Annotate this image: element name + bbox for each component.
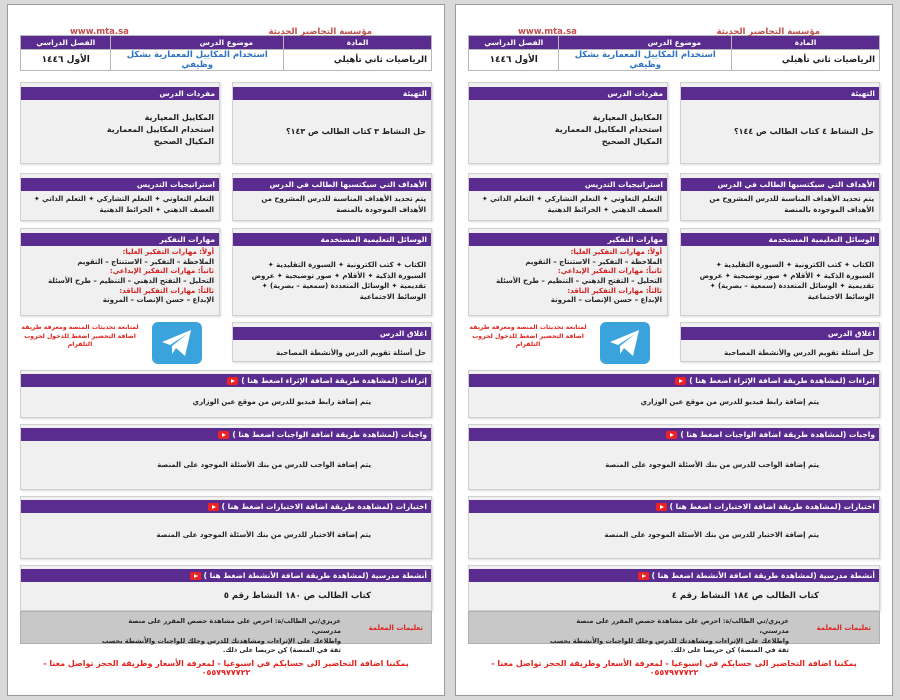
youtube-icon[interactable] — [638, 572, 649, 580]
tests-text: يتم إضافة الاختبار للدرس من بنك الأسئلة الموجود على المنصة — [604, 531, 819, 539]
enrich-title-row[interactable] — [469, 374, 879, 387]
teacher-notes-line: عزيزي/تي الطالب/ة: احرص على مشاهدة حصص المقرر على منصة مدرستي، — [576, 617, 789, 635]
header-value-term: الأول ١٤٤٦ — [21, 50, 111, 71]
thinking-head-2: ثانياً: مهارات التفكير الإبداعي: — [557, 267, 662, 276]
page-footer: يمكننا اضافة التحاضير الى حسابكم في اسبوعيا - لمعرفة الأسعار وطريقة الحجز تواصل معنا - ٠٥٥٧٩٧٧٧٢٢ — [491, 659, 857, 677]
lesson-plan-page-right — [455, 4, 893, 696]
homework-title-row[interactable] — [21, 428, 431, 441]
vocab-item: المكاييل المعيارية — [144, 113, 214, 122]
telegram-promo[interactable] — [468, 320, 668, 365]
vocab-item: استخدام المكاييل المعمارية — [106, 125, 214, 134]
tests-text: يتم إضافة الاختبار للدرس من بنك الأسئلة الموجود على المنصة — [156, 531, 371, 539]
enrich-band — [20, 370, 432, 418]
closing-box — [232, 322, 432, 362]
activities-title[interactable]: أنشطة مدرسية (لمشاهدة طريقة اضافة الأنشطة اضغط هنا ) — [651, 571, 875, 580]
intro-title: التهيئة — [233, 87, 431, 100]
tests-band — [20, 496, 432, 559]
intro-text: حل النشاط ٤ كتاب الطالب ص ١٤٤؟ — [733, 127, 874, 136]
youtube-icon[interactable] — [208, 503, 219, 511]
vocab-box — [468, 82, 668, 164]
telegram-promo-text: لمتابعة تحديثات المنصة ومعرفة طريقة اضافة التحضير اضغط للدخول لجروب التلقرام — [469, 324, 587, 349]
thinking-list — [21, 246, 219, 312]
thinking-title: مهارات التفكير — [21, 233, 219, 246]
closing-text: حل أسئلة تقويم الدرس والأنشطة المصاحبة — [724, 349, 874, 357]
thinking-title: مهارات التفكير — [469, 233, 667, 246]
thinking-head-1: أولاً: مهارات التفكير العليا: — [570, 248, 662, 256]
teacher-notes-text — [549, 617, 789, 656]
thinking-line-1: الملاحظة – التفكير – الاستنتاج – التقويم — [525, 257, 662, 266]
activities-title-row[interactable] — [469, 569, 879, 582]
thinking-box — [20, 228, 220, 316]
intro-text: حل النشاط ٣ كتاب الطالب ص ١٤٣؟ — [285, 127, 426, 136]
thinking-box — [468, 228, 668, 316]
goals-text: يتم تحديد الأهداف المناسبة للدرس المشروح من الأهداف الموجودة بالمنصة — [261, 195, 426, 214]
telegram-icon[interactable] — [600, 322, 650, 364]
teacher-notes-text — [101, 617, 341, 656]
teacher-notes — [20, 611, 432, 655]
strategies-text: التعلم التعاوني ✦ التعلم التشاركي ✦ التعلم الذاتي ✦ العصف الذهني ✦ الخرائط الذهنية — [33, 195, 214, 214]
activities-title[interactable]: أنشطة مدرسية (لمشاهدة طريقة اضافة الأنشطة اضغط هنا ) — [203, 571, 427, 580]
header-label-topic: موضوع الدرس — [559, 36, 732, 50]
teacher-notes-line: واطلاعك على الإثراءات ومشاهدتك للدرس وحلك للواجبات والأنشطة بحسب ثقة في المنصة) كن حريصا على ذلك. — [549, 636, 789, 655]
aids-text: الكتاب ✦ كتب الكترونية ✦ السبورة التقليدية ✦ السبورة الذكية ✦ الأقلام ✦ صور توضيحية ✦ عروض تقديمية ✦ الوسائل المتعددة (سمعية – بصرية) ✦ الوسائط الاجتماعية — [699, 261, 874, 301]
teacher-notes-label: تعليمات المعلمة — [816, 624, 871, 632]
vocab-list — [21, 100, 219, 154]
activities-text: كتاب الطالب ص ١٨٤ النشاط رقم ٤ — [671, 591, 819, 601]
header-label-topic: موضوع الدرس — [111, 36, 284, 50]
homework-text: يتم إضافة الواجب للدرس من بنك الأسئلة الموجود على المنصة — [605, 461, 819, 469]
thinking-list — [469, 246, 667, 312]
vocab-title: مفردات الدرس — [469, 87, 667, 100]
lesson-plan-page-left — [7, 4, 445, 696]
site-link[interactable]: www.mta.sa — [70, 27, 129, 37]
vocab-title: مفردات الدرس — [21, 87, 219, 100]
lesson-header-table — [468, 35, 880, 71]
vocab-item: استخدام المكاييل المعمارية — [554, 125, 662, 134]
enrich-title-row[interactable] — [21, 374, 431, 387]
enrich-title[interactable]: إثراءات (لمشاهدة طريقة اضافة الإثراء اضغط هنا ) — [689, 376, 875, 385]
telegram-icon[interactable] — [152, 322, 202, 364]
aids-box — [232, 228, 432, 316]
org-name: مؤسسة التحاضير الحديثة — [268, 27, 372, 37]
header-label-term: الفصل الدراسي — [469, 36, 559, 50]
strategies-title: استراتيجيات التدريس — [469, 178, 667, 191]
telegram-promo[interactable] — [20, 320, 220, 365]
intro-title: التهيئة — [681, 87, 879, 100]
thinking-head-1: أولاً: مهارات التفكير العليا: — [122, 248, 214, 256]
activities-title-row[interactable] — [21, 569, 431, 582]
telegram-promo-text: لمتابعة تحديثات المنصة ومعرفة طريقة اضافة التحضير اضغط للدخول لجروب التلقرام — [21, 324, 139, 349]
activities-text: كتاب الطالب ص ١٨٠ النشاط رقم ٥ — [223, 591, 371, 601]
aids-title: الوسائل التعليمية المستخدمة — [233, 233, 431, 246]
org-name: مؤسسة التحاضير الحديثة — [716, 27, 820, 37]
youtube-icon[interactable] — [227, 377, 238, 385]
thinking-head-3: ثالثاً: مهارات التفكير الناقد: — [567, 286, 662, 295]
thinking-line-1: الملاحظة – التفكير – الاستنتاج – التقويم — [77, 257, 214, 266]
enrich-text: يتم إضافة رابط فيديو للدرس من موقع عين الوزاري — [640, 398, 819, 406]
header-value-topic: استخدام المكاييل المعمارية بشكل وظيفي — [111, 50, 284, 71]
header-label-subject: المادة — [732, 36, 880, 50]
teacher-notes — [468, 611, 880, 655]
header-label-term: الفصل الدراسي — [21, 36, 111, 50]
vocab-item: المكاييل المعيارية — [592, 113, 662, 122]
thinking-line-3: الإبداع – حسن الإنصات – المرونة — [550, 296, 662, 305]
tests-band — [468, 496, 880, 559]
homework-title-row[interactable] — [469, 428, 879, 441]
homework-band — [468, 424, 880, 490]
thinking-line-2: التحليل – التفتح الذهني – التنظيم – طرح الأسئلة — [48, 276, 214, 285]
page-top-line — [468, 5, 880, 35]
lesson-grid — [468, 82, 880, 364]
strategies-box — [20, 173, 220, 221]
goals-title: الأهداف التي سيكتسبها الطالب في الدرس — [233, 178, 431, 191]
strategies-title: استراتيجيات التدريس — [21, 178, 219, 191]
tests-title-row[interactable] — [21, 500, 431, 513]
closing-text: حل أسئلة تقويم الدرس والأنشطة المصاحبة — [276, 349, 426, 357]
tests-title-row[interactable] — [469, 500, 879, 513]
closing-box — [680, 322, 880, 362]
goals-box — [680, 173, 880, 221]
lesson-grid — [20, 82, 432, 364]
closing-title: اغلاق الدرس — [681, 327, 879, 340]
goals-text: يتم تحديد الأهداف المناسبة للدرس المشروح من الأهداف الموجودة بالمنصة — [709, 195, 874, 214]
teacher-notes-label: تعليمات المعلمة — [368, 624, 423, 632]
thinking-line-2: التحليل – التفتح الذهني – التنظيم – طرح الأسئلة — [496, 276, 662, 285]
lesson-header-table — [20, 35, 432, 71]
homework-text: يتم إضافة الواجب للدرس من بنك الأسئلة الموجود على المنصة — [157, 461, 371, 469]
page-footer: يمكننا اضافة التحاضير الى حسابكم في اسبوعيا - لمعرفة الأسعار وطريقة الحجز تواصل معنا - ٠٥٥٧٩٧٧٧٢٢ — [43, 659, 409, 677]
youtube-icon[interactable] — [675, 377, 686, 385]
aids-box — [680, 228, 880, 316]
tests-title[interactable]: اختبارات (لمشاهدة طريقة اضافة الاختبارات اضغط هنا ) — [221, 502, 427, 511]
header-label-subject: المادة — [284, 36, 432, 50]
site-link[interactable]: www.mta.sa — [518, 27, 577, 37]
strategies-box — [468, 173, 668, 221]
goals-box — [232, 173, 432, 221]
vocab-item: المكيال الصحيح — [153, 137, 214, 146]
homework-title[interactable]: واجبات (لمشاهدة طريقة اضافة الواجبات اضغط هنا ) — [680, 430, 875, 439]
homework-title[interactable]: واجبات (لمشاهدة طريقة اضافة الواجبات اضغط هنا ) — [232, 430, 427, 439]
activities-band — [20, 565, 432, 611]
thinking-head-3: ثالثاً: مهارات التفكير الناقد: — [119, 286, 214, 295]
header-value-topic: استخدام المكاييل المعمارية بشكل وظيفي — [559, 50, 732, 71]
vocab-item: المكيال الصحيح — [601, 137, 662, 146]
strategies-text: التعلم التعاوني ✦ التعلم التشاركي ✦ التعلم الذاتي ✦ العصف الذهني ✦ الخرائط الذهنية — [481, 195, 662, 214]
aids-text: الكتاب ✦ كتب الكترونية ✦ السبورة التقليدية ✦ السبورة الذكية ✦ الأقلام ✦ صور توضيحية ✦ عروض تقديمية ✦ الوسائل المتعددة (سمعية – بصرية) ✦ الوسائط الاجتماعية — [251, 261, 426, 301]
page-top-line — [20, 5, 432, 35]
youtube-icon[interactable] — [666, 431, 677, 439]
youtube-icon[interactable] — [190, 572, 201, 580]
enrich-text: يتم إضافة رابط فيديو للدرس من موقع عين الوزاري — [192, 398, 371, 406]
teacher-notes-line: واطلاعك على الإثراءات ومشاهدتك للدرس وحلك للواجبات والأنشطة بحسب ثقة في المنصة) كن حريصا على ذلك. — [101, 636, 341, 655]
aids-title: الوسائل التعليمية المستخدمة — [681, 233, 879, 246]
activities-band — [468, 565, 880, 611]
enrich-title[interactable]: إثراءات (لمشاهدة طريقة اضافة الإثراء اضغط هنا ) — [241, 376, 427, 385]
youtube-icon[interactable] — [656, 503, 667, 511]
thinking-head-2: ثانياً: مهارات التفكير الإبداعي: — [109, 267, 214, 276]
goals-title: الأهداف التي سيكتسبها الطالب في الدرس — [681, 178, 879, 191]
header-value-subject: الرياضيات ثاني تأهيلي — [284, 50, 432, 71]
vocab-list — [469, 100, 667, 154]
enrich-band — [468, 370, 880, 418]
header-value-subject: الرياضيات ثاني تأهيلي — [732, 50, 880, 71]
closing-title: اغلاق الدرس — [233, 327, 431, 340]
intro-box — [680, 82, 880, 164]
teacher-notes-line: عزيزي/تي الطالب/ة: احرص على مشاهدة حصص المقرر على منصة مدرستي، — [128, 617, 341, 635]
tests-title[interactable]: اختبارات (لمشاهدة طريقة اضافة الاختبارات اضغط هنا ) — [669, 502, 875, 511]
header-value-term: الأول ١٤٤٦ — [469, 50, 559, 71]
vocab-box — [20, 82, 220, 164]
intro-box — [232, 82, 432, 164]
youtube-icon[interactable] — [218, 431, 229, 439]
thinking-line-3: الإبداع – حسن الإنصات – المرونة — [102, 296, 214, 305]
homework-band — [20, 424, 432, 490]
